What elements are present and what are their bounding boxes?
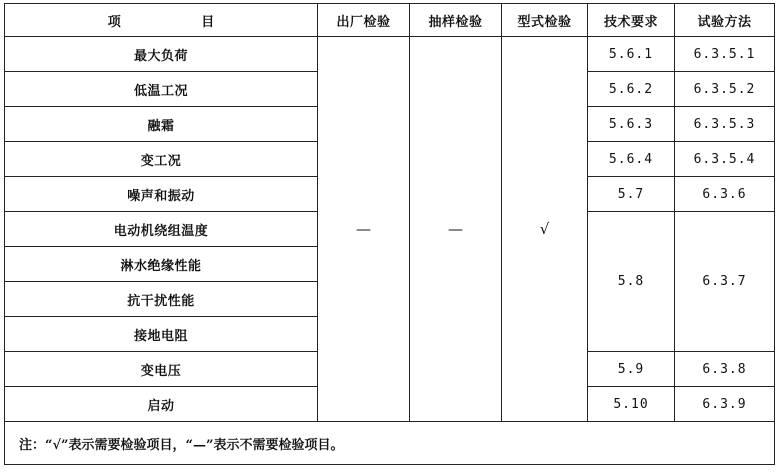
item-cell: 变电压 xyxy=(5,352,318,387)
item-cell: 融霜 xyxy=(5,107,318,142)
header-factory-inspection: 出厂检验 xyxy=(318,4,410,37)
method-cell: 6.3.9 xyxy=(675,387,775,422)
header-type-inspection: 型式检验 xyxy=(502,4,588,37)
method-cell: 6.3.5.4 xyxy=(675,142,775,177)
type-inspection-mark: √ xyxy=(502,37,588,422)
requirement-cell: 5.6.4 xyxy=(588,142,675,177)
method-cell: 6.3.8 xyxy=(675,352,775,387)
note-row xyxy=(5,422,775,465)
method-cell: 6.3.5.1 xyxy=(675,37,775,72)
requirement-cell: 5.7 xyxy=(588,177,675,212)
item-cell: 接地电阻 xyxy=(5,317,318,352)
inspection-table xyxy=(4,3,775,465)
item-cell: 变工况 xyxy=(5,142,318,177)
item-cell: 最大负荷 xyxy=(5,37,318,72)
requirement-cell: 5.6.1 xyxy=(588,37,675,72)
item-cell: 低温工况 xyxy=(5,72,318,107)
method-cell: 6.3.5.2 xyxy=(675,72,775,107)
requirement-cell: 5.6.2 xyxy=(588,72,675,107)
method-cell: 6.3.5.3 xyxy=(675,107,775,142)
requirement-cell: 5.9 xyxy=(588,352,675,387)
header-test-method: 试验方法 xyxy=(675,4,775,37)
method-cell: 6.3.7 xyxy=(675,212,775,352)
method-cell: 6.3.6 xyxy=(675,177,775,212)
requirement-cell: 5.10 xyxy=(588,387,675,422)
table-row xyxy=(5,37,775,72)
item-cell: 启动 xyxy=(5,387,318,422)
requirement-cell: 5.8 xyxy=(588,212,675,352)
item-cell: 电动机绕组温度 xyxy=(5,212,318,247)
header-item: 项 目 xyxy=(5,4,318,37)
item-cell: 噪声和振动 xyxy=(5,177,318,212)
header-technical-requirement: 技术要求 xyxy=(588,4,675,37)
item-cell: 抗干扰性能 xyxy=(5,282,318,317)
header-sampling-inspection: 抽样检验 xyxy=(410,4,502,37)
table-note: 注：“√”表示需要检验项目，“—”表示不需要检验项目。 xyxy=(5,422,775,465)
inspection-table-container xyxy=(4,3,775,465)
requirement-cell: 5.6.3 xyxy=(588,107,675,142)
factory-inspection-mark: — xyxy=(318,37,410,422)
sampling-inspection-mark: — xyxy=(410,37,502,422)
item-cell: 淋水绝缘性能 xyxy=(5,247,318,282)
header-row xyxy=(5,4,775,37)
